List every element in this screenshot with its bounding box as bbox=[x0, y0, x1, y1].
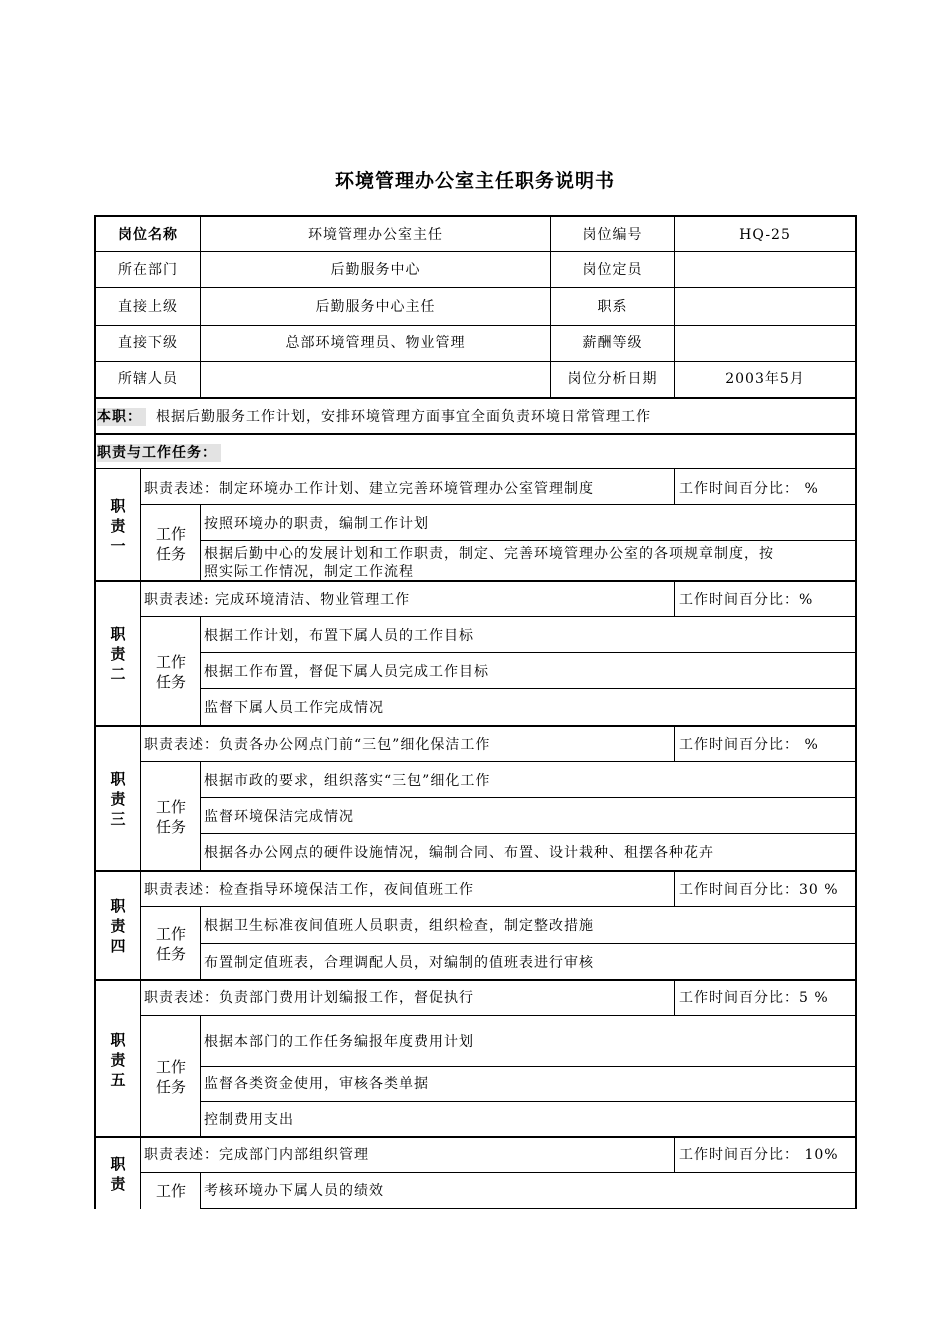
label-job-family: 职系 bbox=[597, 299, 628, 315]
duty-2-time-pct: 工作时间百分比：% bbox=[679, 592, 814, 608]
duty-1-task: 按照环境办的职责，编制工作计划 bbox=[204, 516, 429, 532]
value-position-name: 环境管理办公室主任 bbox=[308, 227, 443, 243]
duty-3-label: 职 责 三 bbox=[110, 770, 126, 828]
duty-2-task: 根据工作计划，布置下属人员的工作目标 bbox=[204, 628, 474, 644]
duty-5-tasks-label: 工作 任务 bbox=[155, 1058, 186, 1096]
duty-5-task: 控制费用支出 bbox=[204, 1112, 294, 1128]
duty-6-task: 考核环境办下属人员的绩效 bbox=[204, 1183, 384, 1199]
summary-text: 根据后勤服务工作计划，安排环境管理方面事宜全面负责环境日常管理工作 bbox=[156, 409, 651, 425]
duty-2-tasks-label: 工作 任务 bbox=[155, 653, 186, 691]
duty-5-task: 根据本部门的工作任务编报年度费用计划 bbox=[204, 1034, 474, 1050]
duty-3-task: 根据市政的要求，组织落实“三包”细化工作 bbox=[204, 773, 491, 789]
duties-header: 职责与工作任务： bbox=[97, 444, 221, 462]
duty-6-label: 职 责 bbox=[110, 1155, 126, 1193]
duty-6-tasks-label: 工作 bbox=[155, 1182, 186, 1200]
duty-4-task: 布置制定值班表，合理调配人员，对编制的值班表进行审核 bbox=[204, 955, 594, 971]
job-description-table bbox=[94, 215, 857, 1209]
summary-label: 本职： bbox=[97, 408, 146, 426]
duty-5-task: 监督各类资金使用，审核各类单据 bbox=[204, 1076, 429, 1092]
duty-4-description: 职责表述：检查指导环境保洁工作，夜间值班工作 bbox=[144, 882, 474, 898]
value-direct-subordinate: 总部环境管理员、物业管理 bbox=[285, 335, 466, 351]
duty-5-time-pct: 工作时间百分比：5 % bbox=[679, 990, 829, 1006]
label-position-code: 岗位编号 bbox=[582, 227, 643, 243]
label-pay-grade: 薪酬等级 bbox=[582, 335, 643, 351]
duty-3-task: 监督环境保洁完成情况 bbox=[204, 809, 354, 825]
label-department: 所在部门 bbox=[118, 262, 178, 278]
value-department: 后勤服务中心 bbox=[330, 262, 421, 278]
duty-5-label: 职 责 五 bbox=[110, 1031, 126, 1089]
value-direct-superior: 后勤服务中心主任 bbox=[315, 299, 436, 315]
duty-4-task: 根据卫生标准夜间值班人员职责，组织检查，制定整改措施 bbox=[204, 918, 594, 934]
value-position-code: HQ-25 bbox=[739, 227, 791, 243]
value-analysis-date: 2003年5月 bbox=[725, 371, 805, 387]
duty-4-time-pct: 工作时间百分比：30 % bbox=[679, 882, 839, 898]
duty-4-tasks-label: 工作 任务 bbox=[155, 925, 186, 963]
duty-2-description: 职责表述: 完成环境清洁、物业管理工作 bbox=[144, 592, 411, 608]
label-staff: 所辖人员 bbox=[118, 371, 178, 387]
duty-1-tasks-label: 工作 任务 bbox=[155, 525, 186, 563]
document-title: 环境管理办公室主任职务说明书 bbox=[334, 170, 615, 192]
duty-2-label: 职 责 二 bbox=[110, 625, 126, 683]
duty-6-time-pct: 工作时间百分比： 10% bbox=[679, 1147, 839, 1163]
duty-1-description: 职责表述：制定环境办工作计划、建立完善环境管理办公室管理制度 bbox=[144, 481, 594, 497]
label-direct-superior: 直接上级 bbox=[118, 299, 178, 315]
label-direct-subordinate: 直接下级 bbox=[118, 335, 178, 351]
label-position-name: 岗位名称 bbox=[118, 227, 178, 243]
duty-3-time-pct: 工作时间百分比： % bbox=[679, 737, 819, 753]
duty-2-task: 监督下属人员工作完成情况 bbox=[204, 700, 384, 716]
duty-3-tasks-label: 工作 任务 bbox=[155, 798, 186, 836]
duty-1-task: 照实际工作情况，制定工作流程 bbox=[204, 564, 414, 580]
label-headcount: 岗位定员 bbox=[582, 262, 643, 278]
duty-3-description: 职责表述：负责各办公网点门前“三包”细化保洁工作 bbox=[144, 737, 491, 753]
duty-2-task: 根据工作布置，督促下属人员完成工作目标 bbox=[204, 664, 489, 680]
duty-1-time-pct: 工作时间百分比： % bbox=[679, 481, 819, 497]
duty-4-label: 职 责 四 bbox=[110, 897, 126, 955]
duty-3-task: 根据各办公网点的硬件设施情况，编制合同、布置、设计栽种、租摆各种花卉 bbox=[204, 845, 714, 861]
label-analysis-date: 岗位分析日期 bbox=[567, 371, 658, 387]
duty-6-description: 职责表述：完成部门内部组织管理 bbox=[144, 1147, 369, 1163]
duty-1-label: 职 责 一 bbox=[110, 497, 126, 555]
duty-5-description: 职责表述：负责部门费用计划编报工作，督促执行 bbox=[144, 990, 474, 1006]
duty-1-task: 根据后勤中心的发展计划和工作职责，制定、完善环境管理办公室的各项规章制度，按 bbox=[204, 546, 774, 562]
